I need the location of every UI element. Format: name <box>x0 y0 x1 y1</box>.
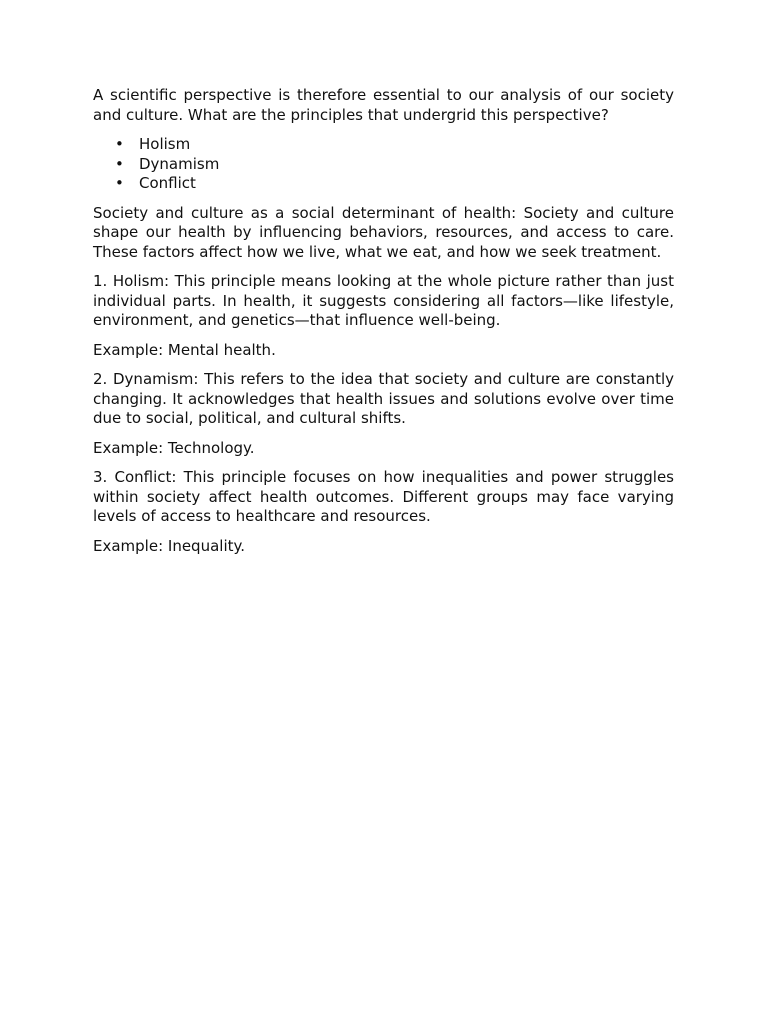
holism-paragraph: 1. Holism: This principle means looking at the whole picture rather than just individual parts. In health, it suggests considering all factors—like lifestyle, environment, and genetics—that influence well-being. <box>93 272 674 329</box>
dynamism-paragraph: 2. Dynamism: This refers to the idea that society and culture are constantly changing. It acknowledges that health issues and solutions evolve over time due to social, political, and cultural shifts. <box>93 370 674 427</box>
bullet-icon: • <box>115 135 124 153</box>
bullet-icon: • <box>115 174 124 192</box>
principle-conflict: Conflict <box>139 174 196 192</box>
dynamism-example: Example: Technology. <box>93 438 255 457</box>
list-item <box>93 174 674 194</box>
determinant-paragraph: Society and culture as a social determinant of health: Society and culture shape our health by influencing behaviors, resources, and access to care. These factors affect how we live, what we eat, and how we seek treatment. <box>93 203 674 261</box>
holism-example: Example: Mental health. <box>93 340 276 359</box>
conflict-example: Example: Inequality. <box>93 536 245 555</box>
conflict-paragraph: 3. Conflict: This principle focuses on how inequalities and power struggles within society affect health outcomes. Different groups may face varying levels of access to healthcare and resources. <box>93 468 674 525</box>
principle-dynamism: Dynamism <box>139 154 220 173</box>
bullet-icon: • <box>115 154 124 173</box>
list-item <box>93 135 674 155</box>
intro-paragraph: A scientific perspective is therefore essential to our analysis of our society and culture. What are the principles that undergrid this perspective? <box>93 86 674 124</box>
document-page <box>93 86 674 566</box>
principles-list <box>93 135 674 194</box>
list-item <box>93 155 674 175</box>
principle-holism: Holism <box>139 135 191 153</box>
